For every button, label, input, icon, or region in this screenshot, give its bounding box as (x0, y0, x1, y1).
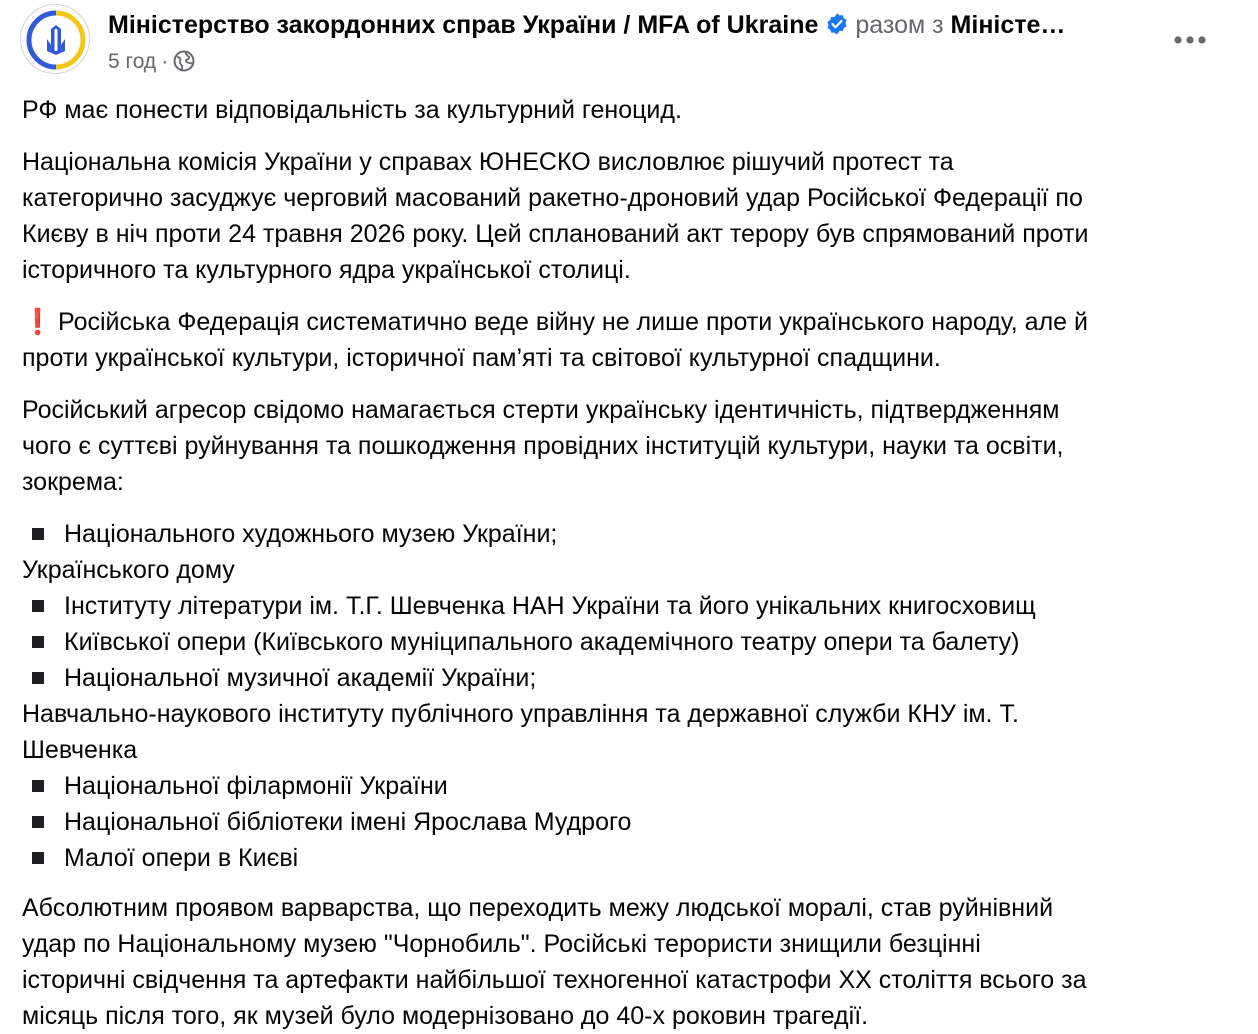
globe-icon[interactable] (173, 50, 195, 80)
post-paragraph-headline: РФ має понести відповідальність за культурний геноцид. (22, 96, 682, 124)
square-bullet-icon (32, 852, 44, 864)
text-line: категорично засуджує черговий масований ракетно-дроновий удар Російської Федерації по (22, 184, 1083, 212)
text-line: проти української культури, історичної пам’яті та світової культурної спадщини. (22, 344, 941, 372)
list-item-text: Київської опери (Київського муніципального академічного театру опери та балету) (64, 628, 1020, 656)
more-options-button[interactable] (1166, 18, 1214, 62)
mfa-logo-icon (21, 5, 90, 74)
post-meta (108, 48, 195, 76)
text-line: місяць після того, як музей було модернізовано до 40-х роковин трагедії. (22, 1002, 869, 1030)
text-line: зокрема: (22, 468, 124, 496)
list-item-text: Українського дому (22, 556, 235, 584)
text-line: Абсолютним проявом варварства, що переходить межу людської моралі, став руйнівний (22, 894, 1054, 922)
list-item (22, 516, 1238, 552)
institutions-list (22, 516, 1238, 876)
with-text: разом з (855, 11, 944, 39)
list-item-text: Шевченка (22, 736, 138, 764)
list-item (22, 840, 1238, 876)
square-bullet-icon (32, 672, 44, 684)
list-item-text: Національної музичної академії України; (64, 664, 537, 692)
list-item-text: Національної філармонії України (64, 772, 448, 800)
text-line: історичні свідчення та артефакти найбільшої техногенної катастрофи XX століття всього за (22, 966, 1087, 994)
list-item (22, 696, 1238, 732)
list-item-text: Малої опери в Києві (64, 844, 299, 872)
text-line (22, 304, 1238, 340)
list-item (22, 732, 1238, 768)
post-header (0, 0, 1258, 86)
verified-badge-icon (825, 11, 849, 45)
author-line (108, 8, 1065, 42)
post-paragraph-5 (22, 890, 1238, 1034)
page-avatar[interactable] (20, 4, 90, 74)
text-line: удар по Національному музею "Чорнобиль". Російські терористи знищили безцінні (22, 930, 981, 958)
list-item-text: Національного художнього музею України; (64, 520, 558, 548)
text-line: Російський агресор свідомо намагається стерти українську ідентичність, підтвердженням (22, 396, 1060, 424)
list-item (22, 588, 1238, 624)
text-line: чого є суттєві руйнування та пошкодження провідних інституцій культури, науки та освіти, (22, 432, 1064, 460)
square-bullet-icon (32, 816, 44, 828)
list-item (22, 804, 1238, 840)
list-item (22, 768, 1238, 804)
meta-separator: · (161, 50, 169, 73)
text-span: Російська Федерація систематично веде війну не лише проти українського народу, але й (58, 308, 1088, 336)
post-timestamp[interactable]: 5 год (108, 50, 157, 73)
more-options-icon (1173, 35, 1207, 45)
list-item (22, 624, 1238, 660)
list-item (22, 660, 1238, 696)
square-bullet-icon (32, 780, 44, 792)
text-line: історичного та культурного ядра української столиці. (22, 256, 631, 284)
post-paragraph-3 (22, 304, 1238, 376)
list-item-text: Інституту літератури ім. Т.Г. Шевченка НАН України та його унікальних книгосховищ (64, 592, 1036, 620)
list-item-text: Навчально-наукового інституту публічного управління та державної служби КНУ ім. Т. (22, 700, 1019, 728)
text-line: Києву в ніч проти 24 травня 2026 року. Цей спланований акт терору був спрямований проти (22, 220, 1089, 248)
partner-page-link[interactable]: Міністе… (950, 11, 1066, 39)
exclamation-icon: ❗ (22, 308, 54, 336)
post-paragraph-4 (22, 392, 1238, 500)
page-name-link[interactable]: Міністерство закордонних справ України / MFA of Ukraine (108, 11, 819, 39)
square-bullet-icon (32, 528, 44, 540)
square-bullet-icon (32, 600, 44, 612)
post-paragraph-2 (22, 144, 1238, 288)
square-bullet-icon (32, 636, 44, 648)
list-item (22, 552, 1238, 588)
post-text (22, 92, 1238, 1034)
text-line: Національна комісія України у справах ЮНЕСКО висловлює рішучий протест та (22, 148, 954, 176)
list-item-text: Національної бібліотеки імені Ярослава Мудрого (64, 808, 632, 836)
